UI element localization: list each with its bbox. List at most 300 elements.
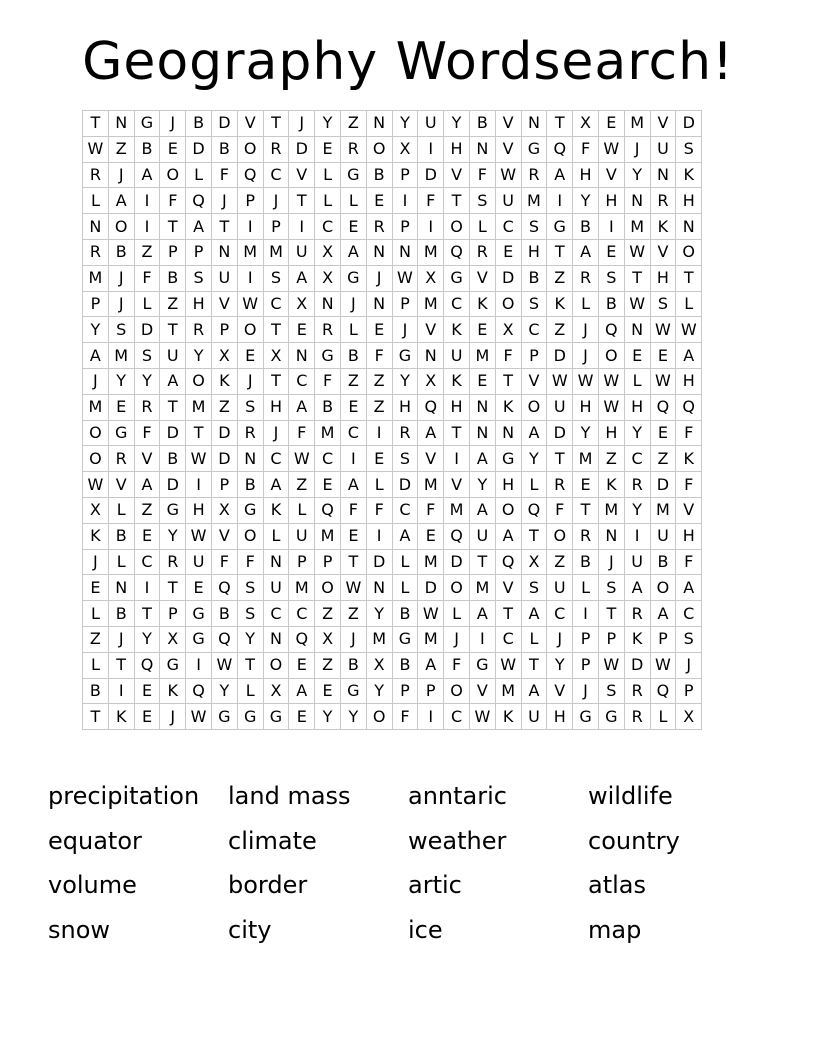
grid-letter: Z	[547, 317, 573, 343]
grid-row	[83, 626, 702, 652]
grid-letter: N	[418, 343, 444, 369]
grid-letter: M	[598, 497, 624, 523]
grid-letter: E	[83, 575, 109, 601]
grid-letter: T	[134, 601, 160, 627]
grid-letter: R	[83, 162, 109, 188]
grid-letter: Y	[392, 368, 418, 394]
grid-letter: L	[469, 214, 495, 240]
grid-letter: N	[650, 162, 676, 188]
grid-row	[83, 523, 702, 549]
grid-letter: I	[624, 523, 650, 549]
grid-letter: F	[366, 343, 392, 369]
grid-row	[83, 394, 702, 420]
grid-letter: L	[108, 497, 134, 523]
grid-letter: F	[134, 265, 160, 291]
grid-letter: A	[547, 162, 573, 188]
grid-letter: R	[134, 394, 160, 420]
grid-letter: J	[676, 652, 702, 678]
word-list-item: anntaric	[408, 782, 507, 810]
grid-letter: U	[624, 549, 650, 575]
grid-letter: X	[160, 626, 186, 652]
grid-letter: N	[315, 291, 341, 317]
grid-letter: N	[108, 575, 134, 601]
grid-letter: K	[676, 446, 702, 472]
grid-letter: F	[418, 497, 444, 523]
grid-letter: S	[263, 265, 289, 291]
grid-letter: Y	[315, 111, 341, 137]
grid-letter: X	[289, 291, 315, 317]
grid-letter: B	[211, 601, 237, 627]
grid-letter: V	[495, 111, 521, 137]
grid-letter: V	[211, 291, 237, 317]
grid-letter: G	[263, 704, 289, 730]
grid-letter: Q	[444, 523, 470, 549]
grid-letter: W	[83, 472, 109, 498]
grid-letter: B	[134, 136, 160, 162]
grid-letter: A	[521, 420, 547, 446]
grid-letter: I	[237, 265, 263, 291]
grid-letter: R	[160, 549, 186, 575]
grid-letter: W	[624, 291, 650, 317]
grid-letter: S	[521, 214, 547, 240]
grid-letter: P	[392, 214, 418, 240]
grid-letter: W	[598, 652, 624, 678]
grid-letter: E	[186, 575, 212, 601]
grid-letter: S	[237, 575, 263, 601]
grid-letter: O	[444, 214, 470, 240]
grid-row	[83, 575, 702, 601]
grid-letter: G	[160, 497, 186, 523]
grid-letter: K	[469, 291, 495, 317]
grid-letter: A	[418, 420, 444, 446]
grid-letter: N	[211, 239, 237, 265]
grid-letter: O	[83, 420, 109, 446]
grid-letter: K	[160, 678, 186, 704]
grid-letter: T	[108, 652, 134, 678]
grid-letter: B	[108, 239, 134, 265]
grid-letter: M	[469, 343, 495, 369]
grid-letter: G	[573, 704, 599, 730]
grid-letter: S	[521, 575, 547, 601]
grid-letter: B	[392, 601, 418, 627]
grid-letter: P	[573, 626, 599, 652]
grid-letter: A	[650, 601, 676, 627]
grid-letter: Y	[237, 626, 263, 652]
grid-letter: F	[444, 652, 470, 678]
grid-letter: H	[650, 265, 676, 291]
grid-letter: W	[83, 136, 109, 162]
grid-row	[83, 704, 702, 730]
grid-row	[83, 188, 702, 214]
grid-letter: V	[418, 446, 444, 472]
grid-letter: I	[134, 188, 160, 214]
grid-letter: D	[676, 111, 702, 137]
grid-letter: X	[418, 265, 444, 291]
grid-letter: C	[340, 420, 366, 446]
grid-letter: H	[676, 188, 702, 214]
grid-letter: L	[83, 188, 109, 214]
grid-letter: L	[521, 626, 547, 652]
grid-letter: A	[340, 239, 366, 265]
grid-letter: U	[263, 575, 289, 601]
grid-letter: A	[495, 523, 521, 549]
grid-letter: T	[521, 523, 547, 549]
grid-letter: C	[289, 601, 315, 627]
grid-letter: D	[186, 136, 212, 162]
grid-letter: B	[211, 136, 237, 162]
grid-letter: R	[315, 317, 341, 343]
grid-letter: Z	[315, 601, 341, 627]
grid-letter: R	[624, 678, 650, 704]
grid-letter: U	[289, 239, 315, 265]
grid-letter: Y	[211, 678, 237, 704]
grid-letter: S	[237, 394, 263, 420]
word-list-item: climate	[228, 826, 317, 855]
grid-letter: W	[598, 368, 624, 394]
grid-letter: D	[418, 575, 444, 601]
grid-letter: M	[366, 626, 392, 652]
grid-letter: A	[134, 162, 160, 188]
word-list-item: city	[228, 915, 272, 944]
grid-letter: C	[134, 549, 160, 575]
grid-letter: X	[366, 652, 392, 678]
grid-letter: U	[211, 265, 237, 291]
grid-letter: L	[263, 523, 289, 549]
grid-letter: F	[340, 497, 366, 523]
grid-letter: B	[160, 265, 186, 291]
grid-letter: J	[160, 111, 186, 137]
grid-letter: W	[573, 368, 599, 394]
grid-letter: V	[237, 111, 263, 137]
grid-letter: G	[315, 343, 341, 369]
grid-letter: W	[418, 601, 444, 627]
grid-letter: E	[315, 472, 341, 498]
grid-letter: N	[289, 343, 315, 369]
grid-letter: K	[444, 317, 470, 343]
grid-letter: T	[237, 652, 263, 678]
grid-letter: T	[469, 549, 495, 575]
grid-letter: Y	[160, 523, 186, 549]
grid-letter: Q	[650, 678, 676, 704]
grid-letter: P	[160, 601, 186, 627]
grid-letter: T	[160, 394, 186, 420]
grid-letter: U	[160, 343, 186, 369]
grid-letter: G	[392, 343, 418, 369]
grid-letter: Q	[134, 652, 160, 678]
grid-letter: C	[263, 162, 289, 188]
grid-letter: G	[598, 704, 624, 730]
grid-letter: R	[624, 704, 650, 730]
grid-letter: X	[495, 317, 521, 343]
grid-letter: T	[624, 265, 650, 291]
grid-letter: D	[366, 549, 392, 575]
grid-letter: F	[392, 704, 418, 730]
grid-letter: O	[83, 446, 109, 472]
grid-letter: G	[186, 626, 212, 652]
grid-letter: N	[676, 214, 702, 240]
grid-letter: P	[392, 162, 418, 188]
grid-letter: U	[289, 523, 315, 549]
grid-letter: W	[495, 162, 521, 188]
grid-letter: H	[263, 394, 289, 420]
grid-letter: M	[495, 678, 521, 704]
grid-letter: Z	[289, 472, 315, 498]
grid-letter: R	[263, 136, 289, 162]
grid-letter: E	[134, 704, 160, 730]
grid-letter: P	[418, 678, 444, 704]
grid-letter: T	[676, 265, 702, 291]
grid-letter: E	[598, 111, 624, 137]
grid-letter: R	[573, 523, 599, 549]
grid-letter: C	[263, 446, 289, 472]
grid-letter: A	[289, 394, 315, 420]
word-list-item: volume	[48, 871, 137, 899]
grid-letter: C	[676, 601, 702, 627]
grid-letter: P	[263, 214, 289, 240]
grid-row	[83, 343, 702, 369]
grid-row	[83, 368, 702, 394]
grid-letter: W	[495, 652, 521, 678]
grid-letter: Z	[211, 394, 237, 420]
grid-letter: A	[469, 446, 495, 472]
grid-letter: I	[134, 575, 160, 601]
grid-letter: S	[650, 291, 676, 317]
grid-letter: E	[366, 446, 392, 472]
grid-letter: N	[263, 549, 289, 575]
word-list	[48, 778, 768, 956]
grid-letter: A	[624, 575, 650, 601]
grid-letter: W	[392, 265, 418, 291]
grid-row	[83, 549, 702, 575]
grid-letter: O	[547, 523, 573, 549]
grid-letter: U	[418, 111, 444, 137]
grid-row	[83, 214, 702, 240]
grid-letter: A	[340, 472, 366, 498]
grid-letter: H	[547, 704, 573, 730]
grid-letter: N	[108, 111, 134, 137]
grid-letter: I	[186, 472, 212, 498]
grid-letter: M	[186, 394, 212, 420]
grid-letter: P	[289, 549, 315, 575]
grid-letter: C	[521, 317, 547, 343]
grid-letter: D	[134, 317, 160, 343]
grid-letter: M	[573, 446, 599, 472]
grid-letter: D	[495, 265, 521, 291]
grid-letter: S	[469, 188, 495, 214]
grid-letter: V	[495, 575, 521, 601]
grid-letter: T	[573, 497, 599, 523]
grid-letter: F	[211, 549, 237, 575]
grid-letter: F	[211, 162, 237, 188]
grid-letter: Z	[340, 368, 366, 394]
grid-letter: M	[418, 291, 444, 317]
grid-letter: H	[186, 497, 212, 523]
grid-letter: X	[211, 497, 237, 523]
grid-letter: H	[573, 394, 599, 420]
grid-letter: T	[83, 111, 109, 137]
grid-letter: I	[366, 420, 392, 446]
grid-letter: F	[495, 343, 521, 369]
grid-letter: T	[547, 239, 573, 265]
grid-letter: G	[340, 162, 366, 188]
grid-letter: E	[315, 678, 341, 704]
grid-letter: E	[340, 214, 366, 240]
word-list-item: snow	[48, 915, 111, 944]
grid-letter: V	[211, 523, 237, 549]
grid-letter: M	[444, 497, 470, 523]
grid-letter: H	[573, 162, 599, 188]
grid-letter: A	[160, 368, 186, 394]
grid-letter: L	[340, 188, 366, 214]
grid-letter: J	[624, 136, 650, 162]
grid-letter: Q	[676, 394, 702, 420]
grid-letter: M	[237, 239, 263, 265]
wordsearch-grid	[82, 110, 702, 730]
grid-letter: T	[160, 575, 186, 601]
grid-letter: Y	[392, 111, 418, 137]
grid-row	[83, 472, 702, 498]
grid-row	[83, 420, 702, 446]
grid-letter: V	[495, 136, 521, 162]
grid-letter: T	[160, 214, 186, 240]
grid-letter: S	[598, 575, 624, 601]
grid-letter: T	[521, 652, 547, 678]
grid-letter: Z	[108, 136, 134, 162]
grid-letter: Y	[469, 472, 495, 498]
grid-letter: W	[211, 652, 237, 678]
grid-letter: D	[289, 136, 315, 162]
grid-letter: L	[444, 601, 470, 627]
grid-letter: L	[186, 162, 212, 188]
grid-letter: G	[521, 136, 547, 162]
grid-letter: S	[676, 626, 702, 652]
grid-letter: A	[83, 343, 109, 369]
grid-letter: O	[263, 652, 289, 678]
grid-letter: I	[237, 214, 263, 240]
grid-letter: V	[108, 472, 134, 498]
grid-letter: F	[676, 549, 702, 575]
grid-letter: K	[624, 626, 650, 652]
grid-letter: D	[444, 549, 470, 575]
grid-letter: O	[521, 394, 547, 420]
grid-letter: U	[186, 549, 212, 575]
grid-row	[83, 162, 702, 188]
grid-letter: G	[340, 678, 366, 704]
grid-letter: W	[598, 136, 624, 162]
grid-letter: E	[495, 239, 521, 265]
grid-letter: L	[392, 549, 418, 575]
grid-letter: I	[598, 214, 624, 240]
grid-letter: Z	[650, 446, 676, 472]
grid-letter: I	[418, 704, 444, 730]
grid-letter: K	[495, 394, 521, 420]
grid-letter: B	[521, 265, 547, 291]
grid-letter: K	[495, 704, 521, 730]
grid-letter: Q	[237, 162, 263, 188]
grid-letter: X	[315, 239, 341, 265]
grid-letter: A	[676, 575, 702, 601]
grid-letter: E	[469, 368, 495, 394]
grid-letter: S	[237, 601, 263, 627]
grid-letter: C	[444, 704, 470, 730]
grid-letter: U	[650, 523, 676, 549]
grid-letter: G	[186, 601, 212, 627]
grid-letter: W	[624, 239, 650, 265]
grid-letter: F	[573, 136, 599, 162]
grid-letter: D	[160, 420, 186, 446]
grid-letter: C	[315, 214, 341, 240]
grid-letter: N	[469, 420, 495, 446]
grid-letter: L	[315, 188, 341, 214]
grid-row	[83, 239, 702, 265]
grid-letter: N	[366, 575, 392, 601]
grid-letter: Y	[186, 343, 212, 369]
grid-letter: M	[315, 420, 341, 446]
grid-letter: L	[340, 317, 366, 343]
grid-letter: O	[650, 575, 676, 601]
grid-letter: L	[237, 678, 263, 704]
grid-letter: P	[392, 678, 418, 704]
grid-letter: A	[186, 214, 212, 240]
grid-letter: G	[108, 420, 134, 446]
grid-letter: J	[108, 626, 134, 652]
grid-letter: R	[624, 472, 650, 498]
grid-letter: X	[418, 368, 444, 394]
grid-letter: L	[573, 291, 599, 317]
grid-letter: U	[469, 523, 495, 549]
grid-letter: B	[573, 214, 599, 240]
grid-letter: Y	[624, 162, 650, 188]
grid-letter: L	[392, 575, 418, 601]
grid-letter: T	[547, 111, 573, 137]
grid-letter: A	[263, 472, 289, 498]
grid-letter: N	[237, 446, 263, 472]
grid-letter: I	[418, 136, 444, 162]
grid-letter: Q	[315, 497, 341, 523]
grid-letter: R	[366, 214, 392, 240]
grid-letter: W	[289, 446, 315, 472]
grid-letter: U	[650, 136, 676, 162]
grid-letter: F	[418, 188, 444, 214]
grid-letter: R	[83, 239, 109, 265]
grid-row	[83, 601, 702, 627]
grid-letter: B	[186, 111, 212, 137]
grid-letter: K	[676, 162, 702, 188]
grid-letter: J	[573, 678, 599, 704]
grid-letter: R	[186, 317, 212, 343]
grid-letter: N	[263, 626, 289, 652]
grid-letter: W	[340, 575, 366, 601]
grid-letter: Z	[134, 239, 160, 265]
grid-letter: Y	[340, 704, 366, 730]
grid-letter: M	[289, 575, 315, 601]
grid-letter: G	[211, 704, 237, 730]
grid-letter: Q	[186, 188, 212, 214]
grid-letter: X	[263, 343, 289, 369]
grid-letter: H	[676, 523, 702, 549]
grid-letter: O	[186, 368, 212, 394]
grid-letter: F	[134, 420, 160, 446]
grid-letter: U	[547, 575, 573, 601]
grid-letter: A	[108, 188, 134, 214]
grid-letter: M	[624, 111, 650, 137]
grid-letter: X	[83, 497, 109, 523]
grid-letter: K	[650, 214, 676, 240]
grid-letter: H	[598, 188, 624, 214]
grid-row	[83, 317, 702, 343]
grid-letter: U	[495, 188, 521, 214]
grid-letter: H	[186, 291, 212, 317]
